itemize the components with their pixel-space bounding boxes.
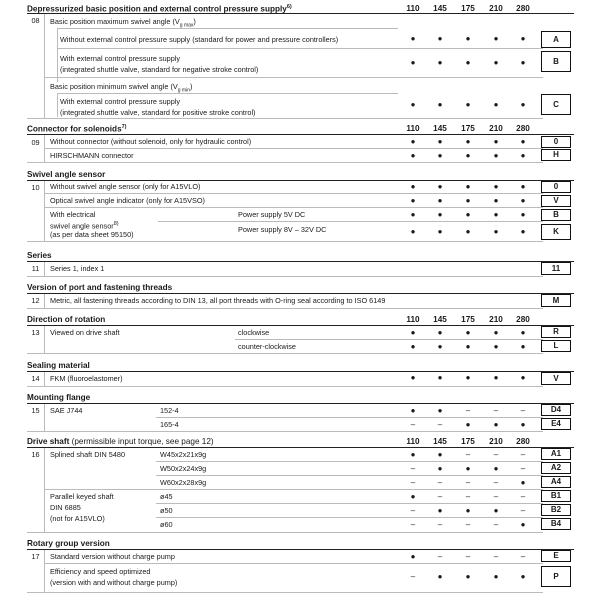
mark: ● (465, 210, 471, 219)
mark: ● (520, 478, 526, 487)
mark: ● (493, 210, 499, 219)
mark: ● (410, 406, 416, 415)
option-text: Power supply 5V DC (238, 210, 306, 219)
option-text: W60x2x28x9g (160, 478, 207, 487)
mark: – (493, 492, 499, 501)
mark: ● (410, 227, 416, 236)
mark: ● (465, 328, 471, 337)
mark: ● (410, 328, 416, 337)
mark: – (410, 464, 416, 473)
option-text: Viewed on drive shaft (50, 328, 120, 337)
section-title-flange: Mounting flange (27, 393, 91, 402)
order-code-box: A4 (541, 476, 571, 488)
mark: ● (410, 34, 416, 43)
option-text: W45x2x21x9g (160, 450, 207, 459)
mark: – (437, 520, 443, 529)
mark: – (520, 506, 526, 515)
option-text: Splined shaft DIN 5480 (50, 450, 126, 459)
option-text: Without external control pressure supply (standard for power and pressure controllers) (60, 35, 339, 44)
mark: – (410, 506, 416, 515)
mark: ● (410, 100, 416, 109)
option-text: W50x2x24x9g (160, 464, 207, 473)
mark: ● (410, 196, 416, 205)
mark: ● (437, 100, 443, 109)
mark: ● (465, 182, 471, 191)
mark: ● (493, 227, 499, 236)
order-code-table: Depressurized basic position and external control pressure supply$^{6)}$ 110 145 175 210 280 08 Basic position maximum swivel angle $(V_{g max})$ Without external control pressure supply (standard for power and pressure controllers) With external control pressure supply (integrated shuttle valve, standard for negative stroke control) Basic position minimum swivel angle $(V_{g min})$ With external control pressure supply (integrated shuttle valve, standard for positive stroke control) ● ● ● ● ● A ● ● ● ● ● B ● ● ● ● ● C Connector for solenoids$^{7)}$ 110 145 175 210 280 09 Without connector (without solenoid, only for hydraulic control) HIRSCHMANN connector ● ● ● ● ● 0 ● ● ● ● ● H Swivel angle sensor 10 Without swivel angle sensor (only for A15VLO) Optical swivel angle indicator (only for A15VSO) With electrical swivel angle sensor$^{8)}$ (as per data sheet 95150) Power supply 5V DC Power supply 8V – 32V DC ● ● ● ● ● 0 ● ● ● ● ● V ● ● ● ● ● B ● ● ● ● ● K Series 11 Series 1, index 1 11 Version of port and fastening threads 12 Metric, all fastening threads according to DIN 13, all port threads with O-ring seal according to ISO 6149 M Direction of rotation 110 145 175 210 280 13 Viewed on drive shaft clockwise counter-clockwise ● ● ● ● ● R ● ● ● ● ● L Sealing material 14 FKM (fluoroelastomer) ● ● ● ● ● V Mounting flange 15 SAE J744 152-4 165-4 ● ● – – – D4 – – ● ● ● E4 Drive shaft (permissible input torque, see page 12) 110 145 175 210 280 16 Splined shaft DIN 5480 W45x2x21x9g W50x2x24x9g W60x2x28x9g Parallel keyed shaft DIN 6885 (not for A15VLO) ø45 ø50 ø60 ● ● – – – A1 – ● ● ● – A2 – – – – ● A4 ● – – – – B1 – ● ● ● – B2 – – – – ● B4 Rotary group version 17 Standard version without charge pump Efficiency and speed optimized (version with and without charge pump) ● – – – – E – ● ● ● ● P (0, 0, 600, 600)
mark: ● (465, 373, 471, 382)
mark: ● (437, 406, 443, 415)
mark: ● (410, 492, 416, 501)
mark: ● (465, 151, 471, 160)
option-text: Series 1, index 1 (50, 264, 105, 273)
order-code-box: K (541, 224, 571, 240)
mark: ● (520, 34, 526, 43)
order-code-box: M (541, 294, 571, 307)
order-code-box: L (541, 340, 571, 352)
mark: – (410, 420, 416, 429)
mark: ● (493, 373, 499, 382)
mark: – (520, 406, 526, 415)
mark: ● (437, 182, 443, 191)
mark: ● (465, 34, 471, 43)
mark: ● (520, 100, 526, 109)
mark: – (493, 450, 499, 459)
mark: ● (520, 210, 526, 219)
option-text: Without connector (without solenoid, only for hydraulic control) (50, 137, 252, 146)
mark: ● (437, 196, 443, 205)
mark: – (465, 478, 471, 487)
section-title-sealing: Sealing material (27, 361, 90, 370)
mark: ● (437, 34, 443, 43)
mark: ● (437, 137, 443, 146)
mark: – (410, 572, 416, 581)
mark: ● (437, 506, 443, 515)
mark: ● (437, 572, 443, 581)
option-text: With external control pressure supply (60, 97, 181, 106)
mark: ● (493, 420, 499, 429)
mark: ● (437, 373, 443, 382)
mark: ● (465, 420, 471, 429)
mark: ● (437, 227, 443, 236)
mark: ● (520, 373, 526, 382)
mark: – (410, 478, 416, 487)
row-number: 16 (31, 450, 40, 459)
option-text: ø50 (160, 506, 173, 515)
option-text: Optical swivel angle indicator (only for A15VSO) (50, 196, 205, 205)
order-code-box: B2 (541, 504, 571, 516)
order-code-box: A (541, 31, 571, 48)
mark: ● (437, 464, 443, 473)
order-code-box: V (541, 372, 571, 385)
order-code-box: A1 (541, 448, 571, 460)
option-text: (as per data sheet 95150) (50, 230, 134, 239)
mark: – (465, 450, 471, 459)
row-number: 14 (31, 374, 40, 383)
order-code-box: B (541, 209, 571, 221)
mark: ● (493, 342, 499, 351)
mark: ● (465, 506, 471, 515)
option-text: (integrated shuttle valve, standard for negative stroke control) (60, 65, 259, 74)
mark: ● (410, 151, 416, 160)
mark: ● (520, 572, 526, 581)
section-title-rotary: Rotary group version (27, 539, 110, 548)
option-text: counter-clockwise (238, 342, 296, 351)
mark: – (520, 464, 526, 473)
order-code-box: E4 (541, 418, 571, 430)
section-title-rotation: Direction of rotation (27, 315, 106, 324)
order-code-box: 0 (541, 181, 571, 193)
option-text: Metric, all fastening threads according to DIN 13, all port threads with O-ring seal according to ISO 6149 (50, 296, 386, 305)
mark: ● (493, 572, 499, 581)
mark: ● (520, 151, 526, 160)
mark: ● (520, 520, 526, 529)
mark: ● (437, 450, 443, 459)
mark: – (465, 406, 471, 415)
mark: ● (520, 420, 526, 429)
order-code-box: B1 (541, 490, 571, 502)
mark: ● (520, 58, 526, 67)
mark: ● (520, 182, 526, 191)
mark: – (410, 520, 416, 529)
option-text: Power supply 8V – 32V DC (238, 225, 327, 234)
mark: – (437, 420, 443, 429)
mark: ● (493, 506, 499, 515)
mark: – (493, 552, 499, 561)
mark: ● (493, 182, 499, 191)
mark: – (465, 520, 471, 529)
option-text: SAE J744 (50, 406, 83, 415)
option-text: 165-4 (160, 420, 179, 429)
mark: – (437, 552, 443, 561)
mark: ● (493, 196, 499, 205)
mark: ● (437, 210, 443, 219)
mark: ● (493, 34, 499, 43)
option-text: ø60 (160, 520, 173, 529)
section-title-series: Series (27, 251, 52, 260)
option-text: (integrated shuttle valve, standard for positive stroke control) (60, 108, 256, 117)
mark: ● (410, 137, 416, 146)
order-code-box: R (541, 326, 571, 338)
max-swivel-label: Basic position maximum swivel angle $(V_{g max})$ (50, 17, 196, 29)
row-number: 15 (31, 406, 40, 415)
mark: ● (465, 342, 471, 351)
row-number: 11 (31, 264, 40, 273)
mark: ● (410, 342, 416, 351)
order-code-box: V (541, 195, 571, 207)
option-text: 152-4 (160, 406, 179, 415)
order-code-box: 11 (541, 262, 571, 275)
mark: ● (520, 328, 526, 337)
row-number: 17 (31, 552, 40, 561)
mark: ● (437, 151, 443, 160)
mark: ● (410, 58, 416, 67)
option-text: With external control pressure supply (60, 54, 181, 63)
option-text: (version with and without charge pump) (50, 578, 178, 587)
mark: ● (410, 210, 416, 219)
mark: – (437, 478, 443, 487)
order-code-box: 0 (541, 136, 571, 148)
mark: ● (520, 137, 526, 146)
mark: – (520, 492, 526, 501)
order-code-box: C (541, 94, 571, 115)
mark: – (493, 520, 499, 529)
mark: ● (493, 58, 499, 67)
section-title-shaft: Drive shaft (permissible input torque, see page 12) (27, 437, 214, 446)
option-text: With electrical (50, 210, 96, 219)
mark: ● (410, 450, 416, 459)
mark: – (465, 552, 471, 561)
mark: ● (410, 373, 416, 382)
mark: – (493, 406, 499, 415)
option-text: Efficiency and speed optimized (50, 567, 151, 576)
mark: – (465, 492, 471, 501)
option-text: DIN 6885 (50, 503, 81, 512)
option-text: HIRSCHMANN connector (50, 151, 134, 160)
mark: ● (465, 227, 471, 236)
order-code-box: B (541, 51, 571, 72)
min-swivel-label: Basic position minimum swivel angle $(V_{g min})$ (50, 82, 193, 94)
row-number: 13 (31, 328, 40, 337)
row-number: 08 (31, 16, 40, 25)
mark: ● (437, 342, 443, 351)
option-text: Without swivel angle sensor (only for A15VLO) (50, 182, 201, 191)
mark: ● (520, 227, 526, 236)
option-text: Parallel keyed shaft (50, 492, 114, 501)
mark: ● (493, 151, 499, 160)
option-text: FKM (fluoroelastomer) (50, 374, 123, 383)
row-number: 09 (31, 138, 40, 147)
order-code-box: E (541, 550, 571, 562)
mark: ● (437, 328, 443, 337)
mark: ● (493, 137, 499, 146)
section-title-swivel: Depressurized basic position and external control pressure supply$^{6)}$ (27, 4, 292, 14)
mark: ● (410, 552, 416, 561)
mark: ● (493, 464, 499, 473)
order-code-box: B4 (541, 518, 571, 530)
mark: ● (520, 342, 526, 351)
row-number: 10 (31, 183, 40, 192)
mark: ● (465, 100, 471, 109)
mark: ● (437, 58, 443, 67)
option-text: swivel angle sensor$^{8)}$ (50, 221, 119, 231)
mark: ● (465, 137, 471, 146)
mark: ● (410, 182, 416, 191)
order-code-box: H (541, 149, 571, 161)
option-text: clockwise (238, 328, 270, 337)
row-number: 12 (31, 296, 40, 305)
section-title-sensor: Swivel angle sensor (27, 170, 106, 179)
mark: – (520, 552, 526, 561)
mark: ● (465, 572, 471, 581)
mark: ● (465, 464, 471, 473)
section-title-connector: Connector for solenoids$^{7)}$ (27, 124, 127, 134)
mark: ● (493, 328, 499, 337)
option-text: (not for A15VLO) (50, 514, 105, 523)
mark: ● (465, 196, 471, 205)
order-code-box: A2 (541, 462, 571, 474)
mark: ● (493, 100, 499, 109)
section-title-port: Version of port and fastening threads (27, 283, 173, 292)
order-code-box: D4 (541, 404, 571, 416)
order-code-box: P (541, 566, 571, 587)
option-text: ø45 (160, 492, 173, 501)
mark: – (437, 492, 443, 501)
mark: ● (520, 196, 526, 205)
mark: – (520, 450, 526, 459)
mark: ● (465, 58, 471, 67)
option-text: Standard version without charge pump (50, 552, 175, 561)
mark: – (493, 478, 499, 487)
